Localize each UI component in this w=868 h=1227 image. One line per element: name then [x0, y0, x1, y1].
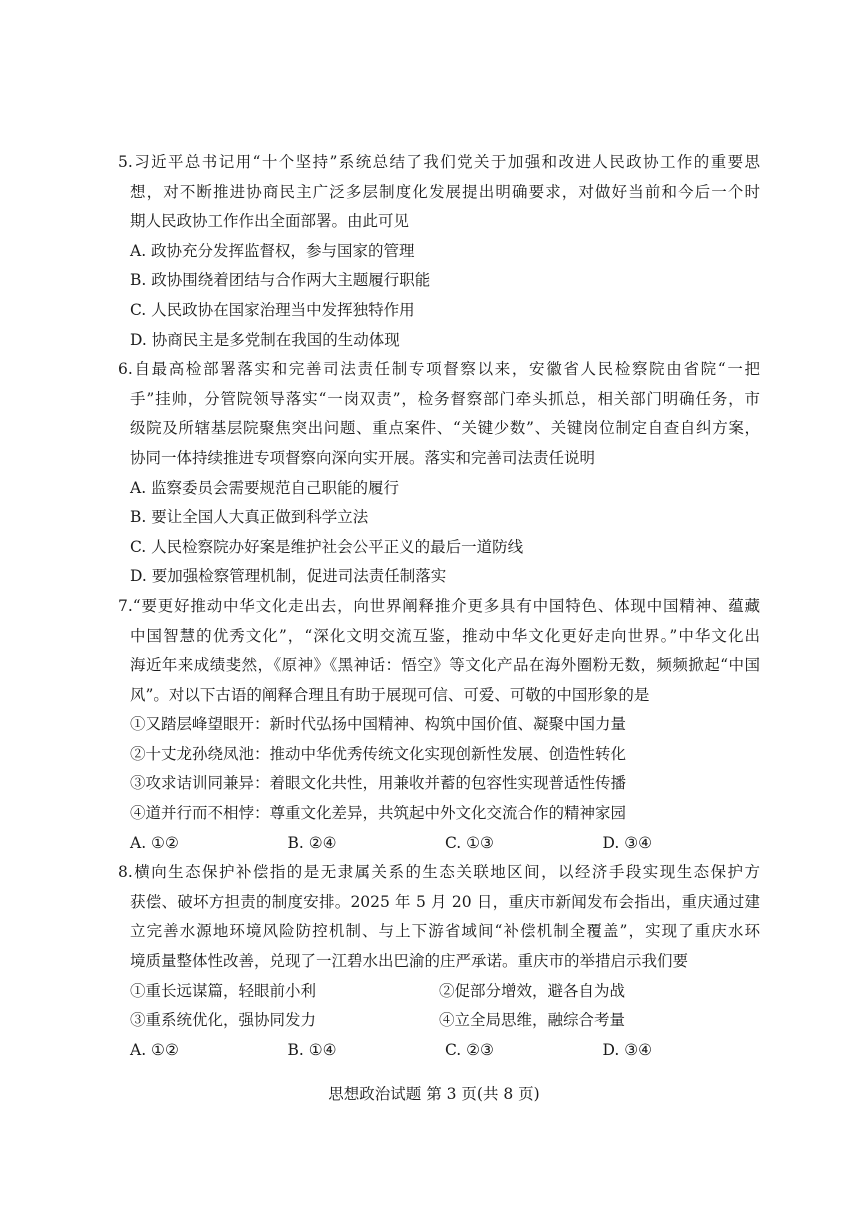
- q5-option-b: B. 政协围绕着团结与合作两大主题履行职能: [130, 271, 431, 290]
- q6-option-c: C. 人民检察院办好案是维护社会公平正义的最后一道防线: [130, 537, 524, 556]
- q5-option-c: C. 人民政协在国家治理当中发挥独特作用: [130, 300, 415, 319]
- q7-stem-line: 7.“要更好推动中华文化走出去，向世界阐释推介更多具有中国特色、体现中国精神、蕴藏: [118, 596, 760, 615]
- q8-choice-c: C. ②③: [445, 1040, 494, 1059]
- q7-choice-d: D. ③④: [602, 833, 653, 852]
- q7-choice-c: C. ①③: [445, 833, 494, 852]
- page-footer: 思想政治试题 第 3 页(共 8 页): [328, 1085, 540, 1103]
- q8-stem-line: 获偿、破坏方担责的制度安排。2025 年 5 月 20 日，重庆市新闻发布会指出，重庆通过建: [130, 892, 760, 911]
- question-8: [118, 858, 760, 1065]
- q7-stem-line: 中国智慧的优秀文化”，“深化文明交流互鉴，推动中华文化更好走向世界。”中华文化出: [130, 626, 760, 645]
- q7-item-4: ④道并行而不相悖：尊重文化差异，共筑起中外文化交流合作的精神家园: [130, 804, 627, 823]
- q8-items-row: [118, 1006, 760, 1036]
- question-page: [118, 148, 760, 1065]
- q5-stem-line: 想，对不断推进协商民主广泛多层制度化发展提出明确要求，对做好当前和今后一个时: [130, 182, 760, 201]
- q5-option-d: D. 协商民主是多党制在我国的生动体现: [130, 330, 400, 349]
- q8-stem-line: 8.横向生态保护补偿指的是无隶属关系的生态关联地区间，以经济手段实现生态保护方: [118, 863, 760, 882]
- q5-stem-line: 5.习近平总书记用“十个坚持”系统总结了我们党关于加强和改进人民政协工作的重要思: [118, 153, 760, 171]
- q6-option-a: A. 监察委员会需要规范自己职能的履行: [130, 478, 400, 497]
- q8-choice-a: A. ①②: [130, 1040, 179, 1059]
- q6-option-b: B. 要让全国人大真正做到科学立法: [130, 508, 369, 527]
- q8-choice-b: B. ①④: [287, 1040, 337, 1059]
- q8-item-2: ②促部分增效，避各自为战: [439, 981, 626, 1000]
- q8-stem-line: 境质量整体性改善，兑现了一江碧水出巴渝的庄严承诺。重庆市的举措启示我们要: [130, 952, 689, 971]
- q6-stem-line: 6.自最高检部署落实和完善司法责任制专项督察以来，安徽省人民检察院由省院“一把: [118, 360, 760, 379]
- question-5: [118, 148, 760, 355]
- q6-stem-line: 协同一体持续推进专项督察向深向实开展。落实和完善司法责任说明: [130, 448, 596, 467]
- q8-stem-line: 立完善水源地环境风险防控机制、与上下游省域间“补偿机制全覆盖”，实现了重庆水环: [130, 922, 760, 941]
- q7-item-1: ①又踏层峰望眼开：新时代弘扬中国精神、构筑中国价值、凝聚中国力量: [130, 715, 627, 734]
- q8-choices: [118, 1036, 760, 1066]
- q8-item-3: ③重系统优化，强协同发力: [130, 1011, 317, 1030]
- q7-choice-a: A. ①②: [130, 833, 179, 852]
- q7-stem-line: 海近年来成绩斐然，《原神》《黑神话：悟空》等文化产品在海外圈粉无数，频频掀起“中国: [130, 656, 760, 675]
- q8-items-row: [118, 977, 760, 1007]
- q5-stem-line: 期人民政协工作作出全面部署。由此可见: [130, 212, 410, 231]
- q7-stem-line: 风”。对以下古语的阐释合理且有助于展现可信、可爱、可敬的中国形象的是: [130, 685, 650, 704]
- q8-item-4: ④立全局思维，融综合考量: [439, 1011, 626, 1030]
- q7-choices: [118, 829, 760, 859]
- question-6: [118, 355, 760, 592]
- q7-item-2: ②十丈龙孙绕凤池：推动中华优秀传统文化实现创新性发展、创造性转化: [130, 744, 627, 763]
- q6-stem-line: 级院及所辖基层院聚焦突出问题、重点案件、“关键少数”、关键岗位制定自查自纠方案，: [130, 419, 760, 438]
- q7-choice-b: B. ②④: [287, 833, 337, 852]
- q7-item-3: ③攻求诘训同兼异：着眼文化共性，用兼收并蓄的包容性实现普适性传播: [130, 774, 627, 793]
- question-7: [118, 592, 760, 858]
- q6-stem-line: 手”挂帅，分管院领导落实“一岗双责”，检务督察部门牵头抓总，相关部门明确任务，市: [130, 389, 760, 408]
- q8-item-1: ①重长远谋篇，轻眼前小利: [130, 981, 317, 1000]
- q5-option-a: A. 政协充分发挥监督权，参与国家的管理: [130, 241, 415, 260]
- q6-option-d: D. 要加强检察管理机制，促进司法责任制落实: [130, 567, 447, 586]
- q8-choice-d: D. ③④: [602, 1040, 653, 1059]
